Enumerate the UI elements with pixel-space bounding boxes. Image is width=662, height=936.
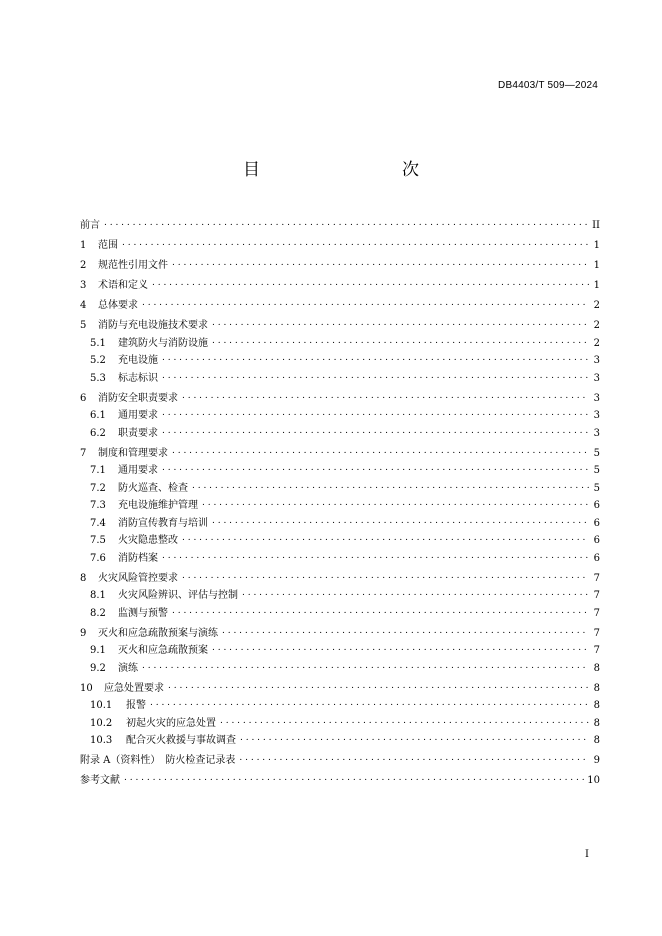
toc-entry-label: 术语和定义 — [98, 280, 148, 291]
toc-entry[interactable] — [80, 641, 600, 659]
toc-leader-dots — [162, 356, 589, 366]
toc-entry-label: 消防宣传教育与培训 — [118, 517, 208, 529]
toc-entry-label: 参考文献 — [80, 775, 120, 786]
toc-entry[interactable] — [80, 548, 600, 566]
toc-entry-number: 7.3 — [90, 500, 106, 511]
toc-entry-number: 10 — [80, 682, 93, 694]
toc-entry-number: 5.3 — [90, 372, 106, 384]
toc-entry[interactable] — [80, 233, 600, 253]
toc-entry-label: 灭火和应急疏散预案与演练 — [98, 627, 218, 639]
toc-entry-label: 制度和管理要求 — [98, 447, 168, 459]
toc-leader-dots — [172, 609, 589, 619]
toc-leader-dots — [162, 554, 589, 564]
toc-entry-label: 防火巡查、检查 — [118, 482, 188, 494]
toc-entry-number: 10.2 — [90, 717, 113, 729]
toc-entry[interactable] — [80, 696, 600, 714]
toc-entry-label: 报警 — [126, 700, 146, 711]
toc-entry-number: 9.1 — [90, 645, 106, 656]
toc-leader-dots — [172, 449, 589, 459]
toc-leader-dots — [212, 646, 589, 656]
toc-entry-number: 8 — [80, 572, 87, 584]
toc-entry[interactable] — [80, 731, 600, 749]
toc-leader-dots — [152, 281, 589, 291]
toc-entry-label: 演练 — [118, 662, 138, 674]
toc-entry-page: 8 — [593, 717, 600, 729]
toc-entry-label: 火灾风险辨识、评估与控制 — [118, 590, 238, 601]
toc-leader-dots — [239, 756, 589, 766]
toc-entry[interactable] — [80, 441, 600, 461]
toc-entry-page: 8 — [593, 700, 600, 711]
toc-entry-page: 3 — [593, 372, 600, 384]
toc-entry-page: 5 — [593, 482, 600, 494]
toc-entry[interactable] — [80, 406, 600, 424]
toc-entry-label: 应急处置要求 — [104, 682, 164, 694]
toc-entry[interactable] — [80, 213, 600, 233]
toc-entry-page: 2 — [593, 300, 600, 311]
toc-entry-number: 8.2 — [90, 607, 106, 619]
toc-entry-page: 6 — [593, 552, 600, 564]
toc-entry-number: 5.2 — [90, 355, 106, 366]
toc-entry-number: 3 — [80, 280, 87, 291]
toc-entry-page: 7 — [593, 627, 600, 639]
toc-entry-number: 9.2 — [90, 662, 106, 674]
toc-entry[interactable] — [80, 253, 600, 273]
toc-entry-page: 8 — [593, 682, 600, 694]
toc-entry[interactable] — [80, 273, 600, 293]
toc-entry-label: 消防安全职责要求 — [98, 392, 178, 404]
toc-leader-dots — [182, 394, 589, 404]
toc-entry-label: 通用要求 — [118, 465, 158, 476]
toc-entry-page: 3 — [593, 427, 600, 439]
toc-leader-dots — [212, 339, 589, 349]
document-code: DB4403/T 509—2024 — [498, 80, 598, 91]
toc-entry[interactable] — [80, 621, 600, 641]
toc-leader-dots — [222, 629, 589, 639]
toc-entry-number: 8.1 — [90, 590, 106, 601]
toc-leader-dots — [182, 536, 589, 546]
toc-entry-number: 10.3 — [90, 735, 113, 746]
toc-entry-label: 标志标识 — [118, 372, 158, 384]
toc-entry-page: 8 — [593, 735, 600, 746]
toc-leader-dots — [142, 301, 589, 311]
toc-entry-page: 9 — [593, 755, 600, 766]
toc-entry-number: 10.1 — [90, 700, 113, 711]
toc-entry-page: 10 — [587, 775, 600, 786]
toc-entry[interactable] — [80, 748, 600, 768]
toc-entry[interactable] — [80, 423, 600, 441]
toc-leader-dots — [162, 411, 589, 421]
toc-entry-label: 附录 A（资料性） 防火检查记录表 — [80, 755, 236, 766]
toc-entry[interactable] — [80, 293, 600, 313]
toc-leader-dots — [202, 501, 589, 511]
toc-entry-label: 职责要求 — [118, 427, 158, 439]
toc-leader-dots — [142, 664, 589, 674]
toc-entry-number: 6.2 — [90, 427, 106, 439]
toc-entry-page: 7 — [593, 572, 600, 584]
toc-leader-dots — [242, 591, 589, 601]
toc-entry[interactable] — [80, 351, 600, 369]
toc-entry[interactable] — [80, 586, 600, 604]
toc-entry-page: 7 — [593, 590, 600, 601]
toc-entry-number: 1 — [80, 240, 87, 251]
toc-entry[interactable] — [80, 513, 600, 531]
toc-entry-label: 充电设施 — [118, 355, 158, 366]
toc-entry[interactable] — [80, 531, 600, 549]
toc-entry-label: 初起火灾的应急处置 — [126, 717, 216, 729]
toc-entry-label: 总体要求 — [98, 300, 138, 311]
toc-entry-number: 4 — [80, 300, 87, 311]
toc-entry-page: 8 — [593, 662, 600, 674]
toc-entry-label: 消防与充电设施技术要求 — [98, 320, 208, 331]
toc-entry-label: 火灾隐患整改 — [118, 535, 178, 546]
table-of-contents — [80, 213, 600, 788]
toc-leader-dots — [192, 484, 589, 494]
toc-entry-page: II — [592, 220, 600, 231]
toc-entry-number: 6.1 — [90, 410, 106, 421]
toc-leader-dots — [168, 684, 589, 694]
toc-entry-label: 配合灭火救援与事故调查 — [126, 735, 236, 746]
toc-entry[interactable] — [80, 676, 600, 696]
toc-entry[interactable] — [80, 333, 600, 351]
toc-entry-label: 通用要求 — [118, 410, 158, 421]
toc-leader-dots — [104, 221, 589, 231]
toc-entry[interactable] — [80, 603, 600, 621]
toc-leader-dots — [212, 519, 589, 529]
toc-entry-page: 3 — [593, 355, 600, 366]
page-title: 目 次 — [243, 160, 455, 180]
toc-entry[interactable] — [80, 461, 600, 479]
toc-entry[interactable] — [80, 386, 600, 406]
toc-entry-label: 建筑防火与消防设施 — [118, 337, 208, 349]
toc-entry-page: 2 — [593, 320, 600, 331]
toc-entry-page: 3 — [593, 392, 600, 404]
page-number: I — [585, 849, 589, 860]
toc-leader-dots — [122, 241, 589, 251]
toc-entry-page: 2 — [593, 337, 600, 349]
toc-leader-dots — [162, 429, 589, 439]
toc-entry-page: 5 — [593, 465, 600, 476]
toc-entry-label: 前言 — [80, 220, 100, 231]
toc-entry-page: 6 — [593, 517, 600, 529]
toc-leader-dots — [220, 719, 589, 729]
toc-entry-number: 5.1 — [90, 337, 106, 349]
toc-entry-page: 7 — [593, 607, 600, 619]
toc-entry-page: 7 — [593, 645, 600, 656]
toc-leader-dots — [212, 321, 589, 331]
toc-entry-label: 监测与预警 — [118, 607, 168, 619]
toc-entry[interactable] — [80, 713, 600, 731]
toc-leader-dots — [182, 574, 589, 584]
toc-entry-page: 6 — [593, 500, 600, 511]
toc-entry[interactable] — [80, 478, 600, 496]
toc-entry-page: 1 — [593, 280, 600, 291]
toc-entry-number: 7.6 — [90, 552, 106, 564]
toc-entry-number: 7.2 — [90, 482, 106, 494]
toc-entry-number: 7.1 — [90, 465, 106, 476]
toc-leader-dots — [240, 736, 589, 746]
toc-leader-dots — [150, 701, 589, 711]
toc-entry-label: 范围 — [98, 240, 118, 251]
toc-entry-page: 3 — [593, 410, 600, 421]
toc-entry-page: 5 — [593, 447, 600, 459]
toc-entry-label: 规范性引用文件 — [98, 260, 168, 271]
toc-entry-page: 6 — [593, 535, 600, 546]
toc-entry-label: 消防档案 — [118, 552, 158, 564]
toc-entry[interactable] — [80, 768, 600, 788]
toc-entry[interactable] — [80, 313, 600, 333]
toc-leader-dots — [162, 466, 589, 476]
toc-entry-number: 9 — [80, 627, 87, 639]
toc-entry-page: 1 — [593, 240, 600, 251]
toc-entry-number: 6 — [80, 392, 87, 404]
toc-entry[interactable] — [80, 566, 600, 586]
toc-entry-label: 充电设施维护管理 — [118, 500, 198, 511]
toc-entry-label: 火灾风险管控要求 — [98, 572, 178, 584]
toc-entry-label: 灭火和应急疏散预案 — [118, 645, 208, 656]
toc-entry-page: 1 — [593, 260, 600, 271]
toc-leader-dots — [124, 776, 584, 786]
toc-entry-number: 7.4 — [90, 517, 106, 529]
toc-entry-number: 7 — [80, 447, 87, 459]
toc-entry-number: 7.5 — [90, 535, 106, 546]
toc-entry-number: 2 — [80, 260, 87, 271]
toc-leader-dots — [172, 261, 589, 271]
toc-entry[interactable] — [80, 658, 600, 676]
toc-leader-dots — [162, 374, 589, 384]
toc-entry-number: 5 — [80, 320, 87, 331]
toc-entry[interactable] — [80, 496, 600, 514]
toc-entry[interactable] — [80, 368, 600, 386]
